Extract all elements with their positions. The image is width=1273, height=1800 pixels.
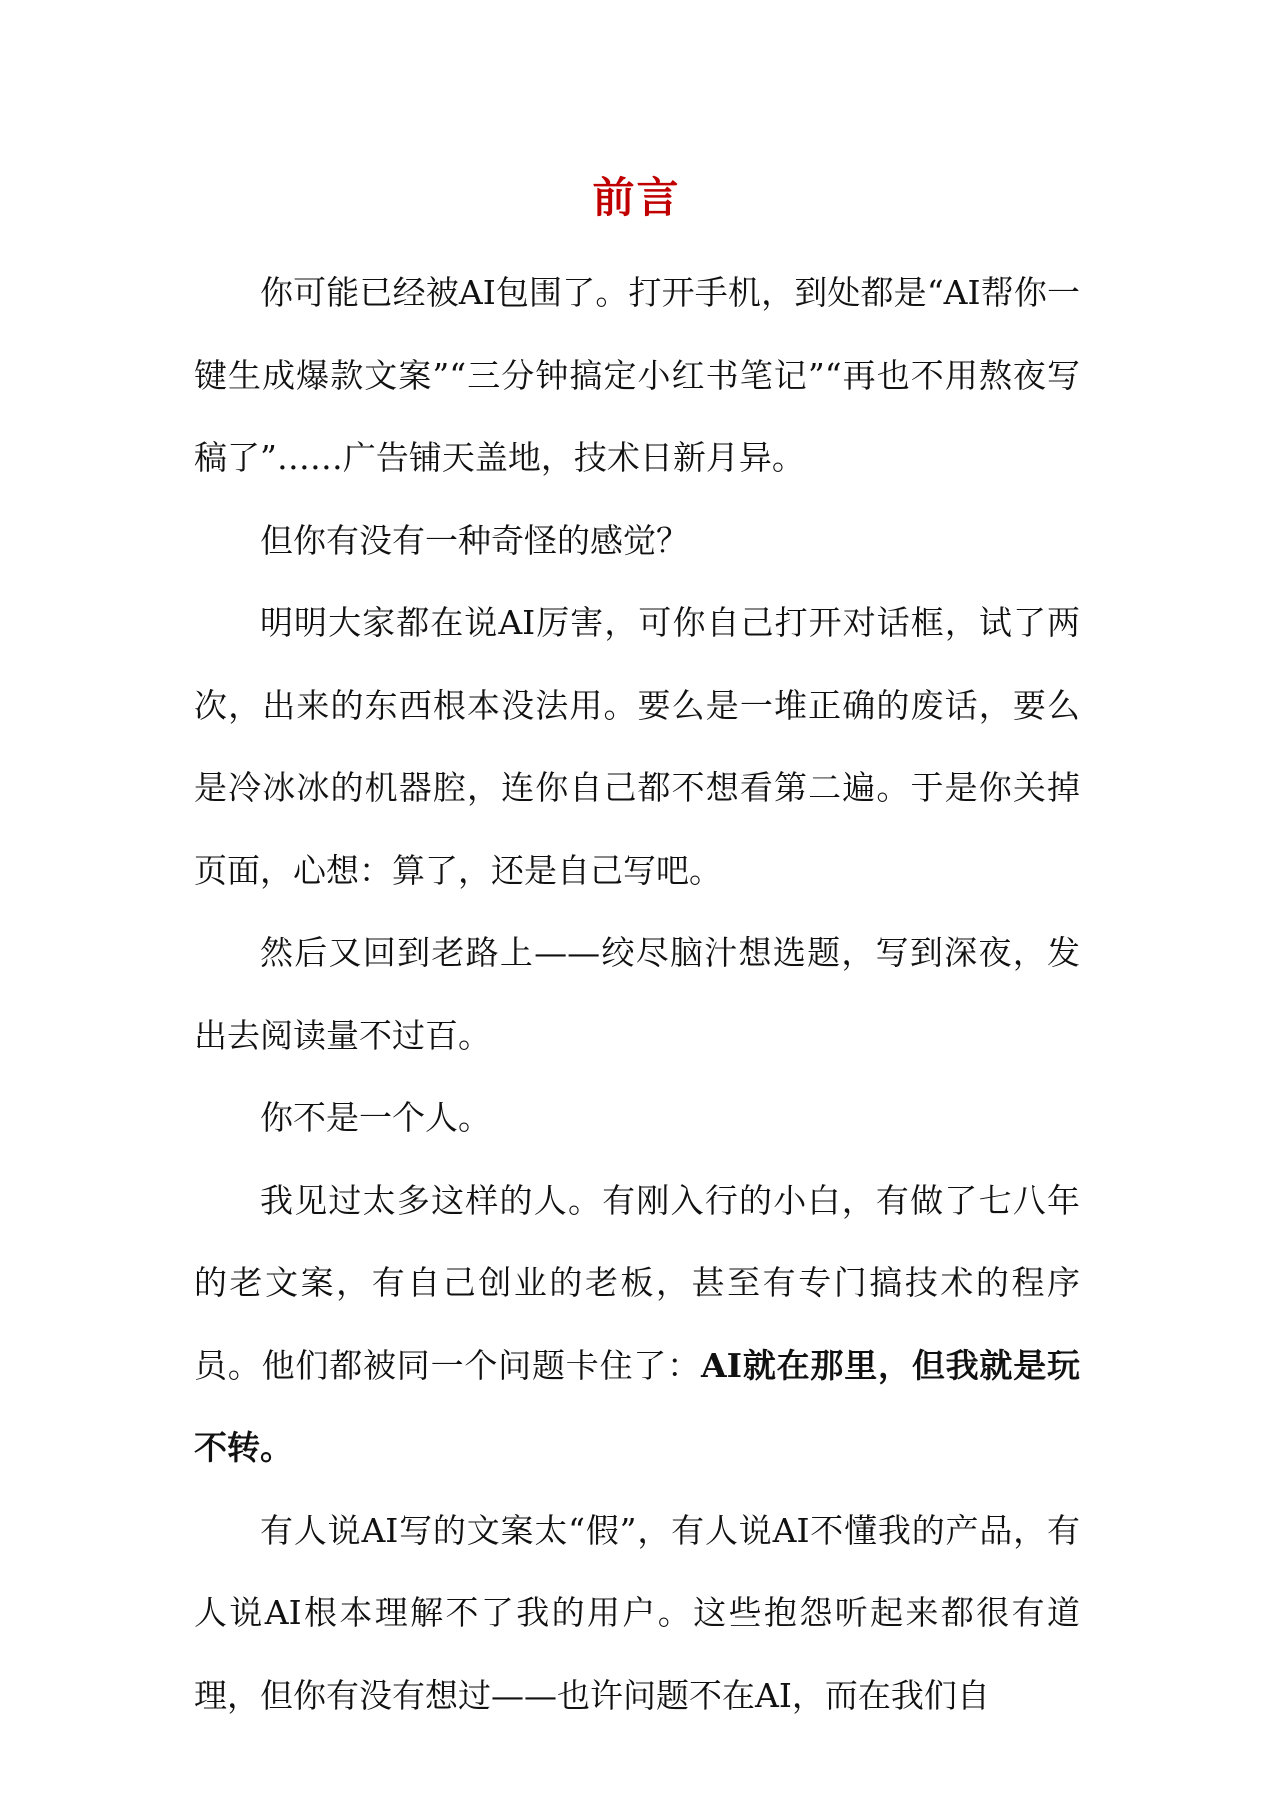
paragraph — [194, 1160, 1080, 1490]
paragraph-text: 我见过太多这样的人。有刚入行的小白，有做了七八年的老文案，有自己创业的老板，甚至有专门搞技术的程序员。他们都被同一个问题卡住了： — [194, 1180, 1080, 1385]
paragraph — [194, 500, 1080, 583]
paragraph — [194, 582, 1080, 912]
page-title: 前言 — [592, 173, 681, 222]
document-body — [194, 252, 1080, 1737]
paragraph — [194, 252, 1080, 500]
paragraph-text: 你可能已经被AI包围了。打开手机，到处都是“AI帮你一键生成爆款文案”“三分钟搞定小红书笔记”“再也不用熬夜写稿了”……广告铺天盖地，技术日新月异。 — [194, 273, 1080, 477]
paragraph-text: 有人说AI写的文案太“假”，有人说AI不懂我的产品，有人说AI根本理解不了我的用户。这些抱怨听起来都很有道理，但你有没有想过——也许问题不在AI，而在我们自 — [194, 1510, 1080, 1715]
bold-emphasis: AI就在那里，但我就是玩不转。 — [194, 1345, 1081, 1467]
paragraph-text: 你不是一个人。 — [260, 1098, 491, 1137]
paragraph-text: 然后又回到老路上——绞尽脑汁想选题，写到深夜，发出去阅读量不过百。 — [194, 933, 1080, 1055]
paragraph-text: 明明大家都在说AI厉害，可你自己打开对话框，试了两次，出来的东西根本没法用。要么是一堆正确的废话，要么是冷冰冰的机器腔，连你自己都不想看第二遍。于是你关掉页面，心想：算了，还是自己写吧。 — [194, 603, 1080, 890]
paragraph-text: 但你有没有一种奇怪的感觉？ — [260, 520, 689, 560]
paragraph — [194, 912, 1080, 1077]
paragraph — [194, 1490, 1080, 1738]
paragraph — [194, 1077, 1080, 1160]
